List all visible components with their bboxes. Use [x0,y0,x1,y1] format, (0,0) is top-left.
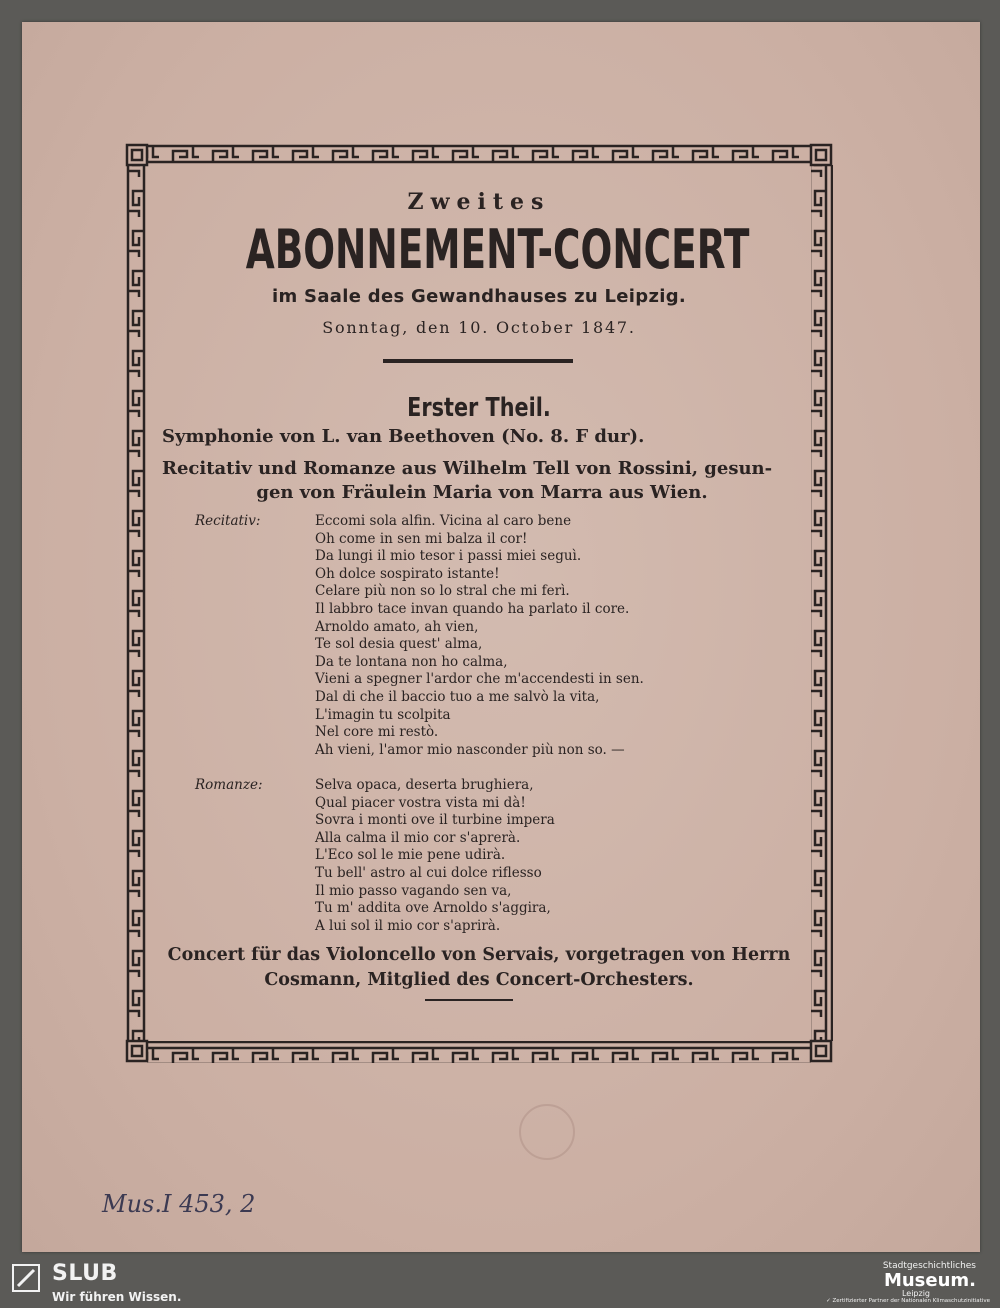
library-stamp-icon [519,1104,575,1160]
program-item-line: Recitativ und Romanze aus Wilhelm Tell von Rossini, gesun- [162,458,773,479]
program-item-line: gen von Fräulein Maria von Marra aus Wien. [256,482,708,503]
lyrics-list [315,777,735,935]
museum-name[interactable]: Museum. [883,1270,976,1291]
slub-logo-icon[interactable] [12,1264,40,1292]
title-ordinal: Zweites [407,189,551,215]
venue-line: im Saale des Gewandhauses zu Leipzig. [271,286,687,307]
ornamental-frame [125,143,833,1063]
lyric-line: L'imagin tu scolpita [315,706,451,723]
program-item-violoncello [155,943,803,993]
lyric-line: Alla calma il mio cor s'aprerà. [315,829,521,846]
lyric-line: Dal di che il baccio tuo a me salvò la vita, [315,688,600,705]
lyric-line: Selva opaca, deserta brughiera, [315,777,534,793]
lyric-line: Arnoldo amato, ah vien, [315,618,479,635]
library-tagline: Wir führen Wissen. [52,1290,182,1304]
handwritten-shelfmark: Mus.I 453, 2 [102,1190,256,1218]
page-title: ABONNEMENT-CONCERT [245,218,750,282]
lyric-line: Il mio passo vagando sen va, [315,882,512,899]
museum-certificate: ✓ Zertifizierter Partner der Nationalen Klimaschutzinitiative [826,1298,990,1304]
program-item-recitativ [162,457,802,505]
romanze-label: Romanze: [195,777,263,793]
lyric-line: L'Eco sol le mie pene udirà. [315,847,506,864]
program-item-line: Cosmann, Mitglied des Concert-Orchesters. [264,970,694,990]
part-heading: Erster Theil. [407,393,551,423]
lyric-line: Ah vieni, l'amor mio nasconder più non so. — [315,741,625,758]
lyric-line: Oh dolce sospirato istante! [315,565,500,582]
lyric-line: Sovra i monti ove il turbine impera [315,812,555,829]
lyric-line: Eccomi sola alfin. Vicina al caro bene [315,513,572,529]
lyric-line: Tu bell' astro al cui dolce riflesso [315,864,542,881]
lyric-line: Da te lontana non ho calma, [315,653,508,670]
lyric-line: Il labbro tace invan quando ha parlato il core. [315,600,630,617]
lyric-line: Te sol desia quest' alma, [315,636,483,653]
date-line: Sonntag, den 10. October 1847. [322,318,636,337]
lyric-line: Oh come in sen mi balza il cor! [315,530,528,547]
lyric-line: Nel core mi restò. [315,724,439,741]
closing-rule [425,999,513,1001]
lyrics-list [315,513,735,759]
lyric-line: Qual piacer vostra vista mi dà! [315,794,526,811]
museum-city: Leipzig [901,1289,930,1298]
divider-rule [383,359,573,363]
lyric-line: Celare più non so lo stral che mi ferì. [315,583,570,600]
program-item-line: Concert für das Violoncello von Servais, vorgetragen von Herrn [167,945,791,965]
lyric-line: Tu m' addita ove Arnoldo s'aggira, [315,900,551,917]
lyric-line: Vieni a spegner l'ardor che m'accendesti in sen. [315,671,644,688]
poster-content [155,181,803,1041]
lyric-line: Da lungi il mio tesor i passi miei seguì. [315,548,582,565]
program-item-symphony: Symphonie von L. van Beethoven (No. 8. F dur). [162,426,645,447]
library-name[interactable]: SLUB [52,1261,118,1286]
lyric-line: A lui sol il mio cor s'aprirà. [315,917,501,934]
recitativ-label: Recitativ: [195,513,261,529]
museum-label-small: Stadtgeschichtliches [882,1261,976,1271]
